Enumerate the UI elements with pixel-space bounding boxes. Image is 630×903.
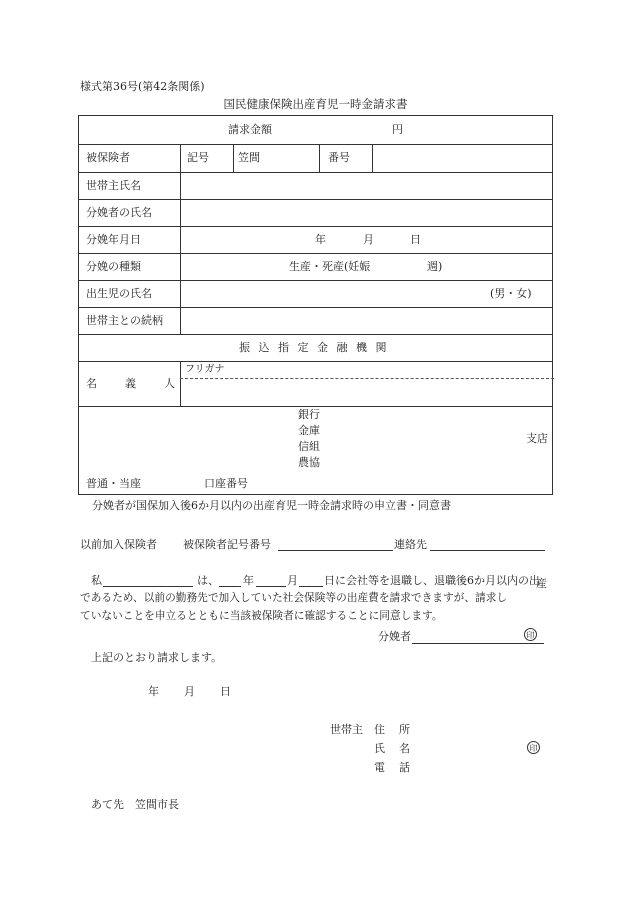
institution-type-shinkumi: 信組: [298, 440, 320, 453]
account-type-options: 普通・当座: [86, 477, 141, 490]
child-name-field[interactable]: [184, 284, 484, 304]
prev-insurer-label: 以前加入保険者: [80, 538, 157, 551]
birth-date-year-label: 年: [315, 233, 326, 246]
delivery-type-value: 生産・死産(妊娠: [289, 260, 371, 273]
institution-type-shinkin: 金庫: [298, 424, 320, 437]
mother-name-label: 分娩者の氏名: [86, 206, 152, 219]
furigana-field[interactable]: [239, 364, 549, 376]
institution-type-nokyo: 農協: [298, 456, 320, 469]
retire-month-field[interactable]: [256, 570, 286, 586]
name-label: 氏名: [374, 742, 424, 755]
retire-day-field[interactable]: [299, 570, 323, 586]
statement-month: 月: [287, 574, 298, 587]
statement-wa: は、: [197, 574, 219, 587]
insured-number-label: 被保険者記号番号: [183, 538, 271, 551]
signer-label: 分娩者: [378, 630, 411, 643]
householder-name-field[interactable]: [184, 176, 550, 196]
symbol-field[interactable]: [264, 148, 316, 168]
branch-name-field[interactable]: [339, 416, 519, 456]
amount-unit: 円: [392, 123, 403, 136]
amount-field[interactable]: [274, 120, 384, 140]
request-date-field[interactable]: [110, 682, 230, 698]
symbol-label: 記号: [187, 151, 209, 164]
amount-label: 請求金額: [228, 123, 272, 136]
request-year-label: 年: [148, 685, 159, 698]
contact-label: 連絡先: [394, 538, 427, 551]
householder-label: 世帯主: [330, 723, 363, 736]
relation-label: 世帯主との続柄: [86, 314, 163, 327]
account-number-field[interactable]: [257, 474, 547, 492]
request-day-label: 日: [220, 685, 231, 698]
householder-name-signature-field[interactable]: [414, 739, 519, 755]
statement-line2: であるため、以前の勤務先で加入していた社会保険等の出産費を請求できますが、請求し: [80, 591, 508, 604]
statement-line3: ていないことを申立るとともに当該被保険者に確認することに同意します。: [80, 609, 443, 622]
retiree-name-field[interactable]: [103, 570, 193, 586]
delivery-type-field[interactable]: [184, 257, 550, 277]
phone-field[interactable]: [414, 758, 544, 774]
symbol-value: 笠間: [238, 151, 260, 164]
delivery-type-label: 分娩の種類: [86, 260, 141, 273]
delivery-weeks-unit: 週): [427, 260, 443, 273]
statement-watashi: 私: [91, 574, 102, 587]
statement-line1: 日に会社等を退職し、退職後6か月以内の出: [324, 574, 540, 587]
request-statement: 上記のとおり請求します。: [91, 651, 223, 664]
branch-label: 支店: [526, 432, 548, 445]
child-name-label: 出生児の氏名: [86, 287, 152, 300]
consent-title: 分娩者が国保加入後6か月以内の出産育児一時金請求時の申立書・同意書: [92, 499, 451, 512]
householder-name-label: 世帯主氏名: [86, 179, 141, 192]
number-field[interactable]: [376, 148, 548, 168]
request-month-label: 月: [184, 685, 195, 698]
contact-field[interactable]: [430, 534, 545, 550]
relation-field[interactable]: [184, 311, 550, 331]
signer-seal: 印: [524, 628, 537, 641]
form-number: 様式第36号(第42条関係): [80, 80, 205, 93]
insured-number-field[interactable]: [278, 534, 393, 550]
birth-date-label: 分娩年月日: [86, 233, 141, 246]
institution-type-bank: 銀行: [298, 408, 320, 421]
address-field[interactable]: [414, 720, 544, 736]
birth-date-day-label: 日: [410, 233, 421, 246]
insured-label: 被保険者: [86, 151, 130, 164]
account-holder-field[interactable]: [184, 382, 550, 402]
birth-date-month-label: 月: [363, 233, 374, 246]
account-number-label: 口座番号: [204, 477, 248, 490]
retire-year-field[interactable]: [219, 570, 241, 586]
phone-label: 電話: [374, 761, 424, 774]
statement-line1-end: 産: [536, 577, 547, 590]
statement-year: 年: [243, 574, 254, 587]
birth-date-field[interactable]: [184, 230, 550, 250]
signer-name-field[interactable]: [412, 626, 522, 642]
request-form-table: [78, 115, 553, 495]
form-title: 国民健康保険出産育児一時金請求書: [223, 97, 408, 111]
furigana-label: フリガナ: [185, 364, 225, 375]
bank-section-title: 振込指定金融機関: [239, 341, 395, 354]
number-label: 番号: [328, 151, 350, 164]
mother-name-field[interactable]: [184, 203, 550, 223]
address-label: 住所: [374, 723, 424, 736]
addressee: あて先 笠間市長: [91, 798, 179, 811]
householder-seal: 印: [527, 741, 540, 754]
child-sex-options: (男・女): [490, 287, 532, 300]
account-holder-label: 名義人: [86, 377, 203, 390]
bank-name-field[interactable]: [89, 416, 289, 456]
